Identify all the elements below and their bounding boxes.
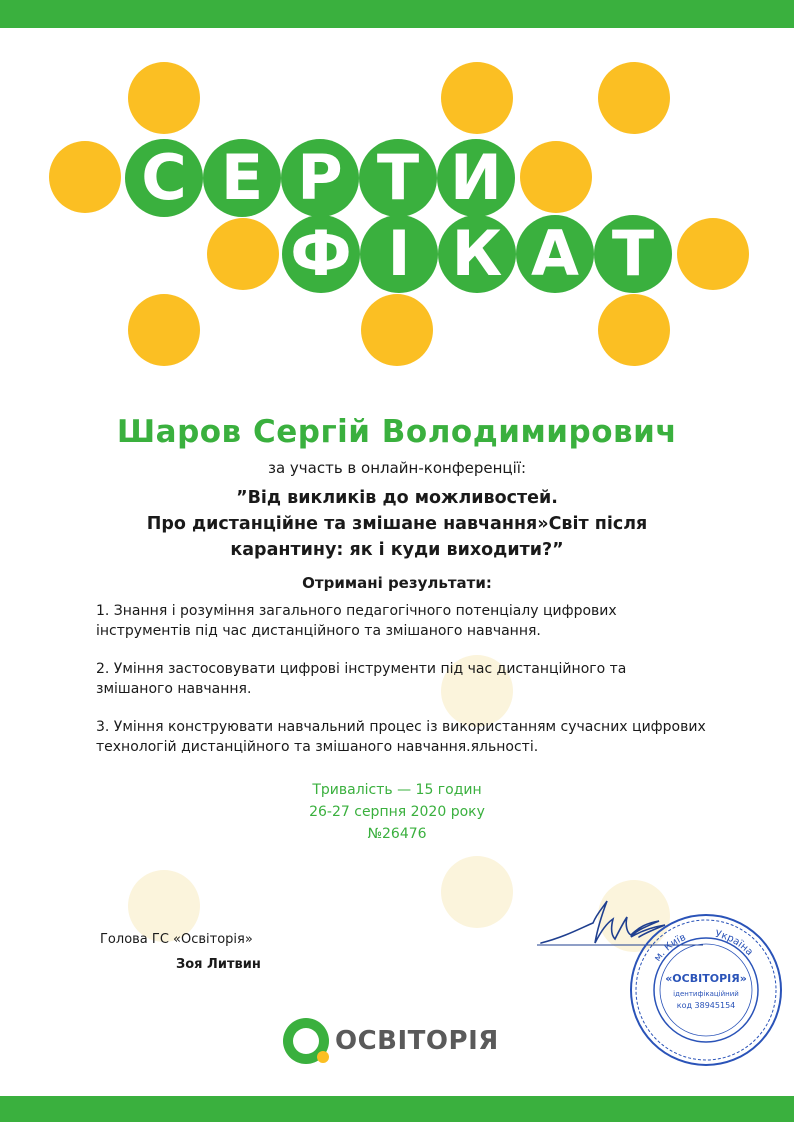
stamp-code: код 38945154 — [676, 1001, 736, 1010]
top-green-bar — [0, 0, 794, 28]
decor-circle — [207, 218, 279, 290]
decor-circle — [361, 294, 433, 366]
title-letter: Ф — [282, 215, 360, 293]
stamp-ident: ідентифікаційний — [673, 990, 739, 998]
event-title-line: карантину: як і куди виходити?” — [230, 540, 564, 560]
decor-circle — [520, 141, 592, 213]
bottom-green-bar — [0, 1096, 794, 1122]
decor-circle — [598, 294, 670, 366]
decor-circle — [598, 62, 670, 134]
title-letter: Т — [594, 215, 672, 293]
course-info — [0, 779, 794, 845]
participation-text: за участь в онлайн-конференції: — [267, 459, 527, 477]
official-stamp — [628, 912, 784, 1068]
title-letter: С — [125, 139, 203, 217]
event-title-line: ”Від викликів до можливостей. — [236, 488, 558, 508]
stamp-org: «ОСВІТОРІЯ» — [665, 972, 747, 985]
logo-mark-icon — [283, 1018, 329, 1064]
signatory-role: Голова ГС «Освіторія» — [100, 932, 253, 947]
logo-dot — [317, 1051, 329, 1063]
decor-circle — [128, 294, 200, 366]
duration: Тривалість — 15 годин — [312, 782, 482, 798]
title-letter: Т — [359, 139, 437, 217]
stamp-country: Україна — [714, 928, 755, 959]
title-letter: Е — [203, 139, 281, 217]
decor-circle — [677, 218, 749, 290]
recipient-name: Шаров Сергій Володимирович — [116, 414, 678, 450]
faint-circle — [441, 856, 513, 928]
results-list — [96, 601, 706, 775]
title-letter: Р — [281, 139, 359, 217]
decor-circle — [49, 141, 121, 213]
decor-circle — [128, 62, 200, 134]
stamp-city: м. Київ — [652, 932, 688, 964]
osvitoria-logo — [283, 1018, 499, 1064]
result-item: 3. Уміння конструювати навчальний процес із використанням сучасних цифрових технологій дистанційного та змішаного навчання.яльності. — [96, 719, 706, 755]
title-letter: А — [516, 215, 594, 293]
decor-circle — [441, 62, 513, 134]
certificate-number: №26476 — [367, 826, 427, 842]
results-heading: Отримані результати: — [302, 574, 492, 592]
event-title-line: Про дистанційне та змішане навчання»Світ після — [146, 514, 648, 534]
signatory-name: Зоя Литвин — [176, 957, 261, 972]
svg-text:м. Київ — [652, 932, 688, 964]
title-letter: І — [360, 215, 438, 293]
result-item: 1. Знання і розуміння загального педагогічного потенціалу цифрових інструментів під час дистанційного та змішаного навчання. — [96, 603, 617, 639]
event-title — [90, 485, 704, 563]
dates: 26-27 серпня 2020 року — [309, 804, 485, 820]
logo-ring-hole — [293, 1028, 319, 1054]
logo-text: ОСВІТОРІЯ — [335, 1026, 499, 1056]
result-item: 2. Уміння застосовувати цифрові інструменти під час дистанційного та змішаного навчання. — [96, 661, 627, 697]
title-letter: К — [438, 215, 516, 293]
title-letter: И — [437, 139, 515, 217]
